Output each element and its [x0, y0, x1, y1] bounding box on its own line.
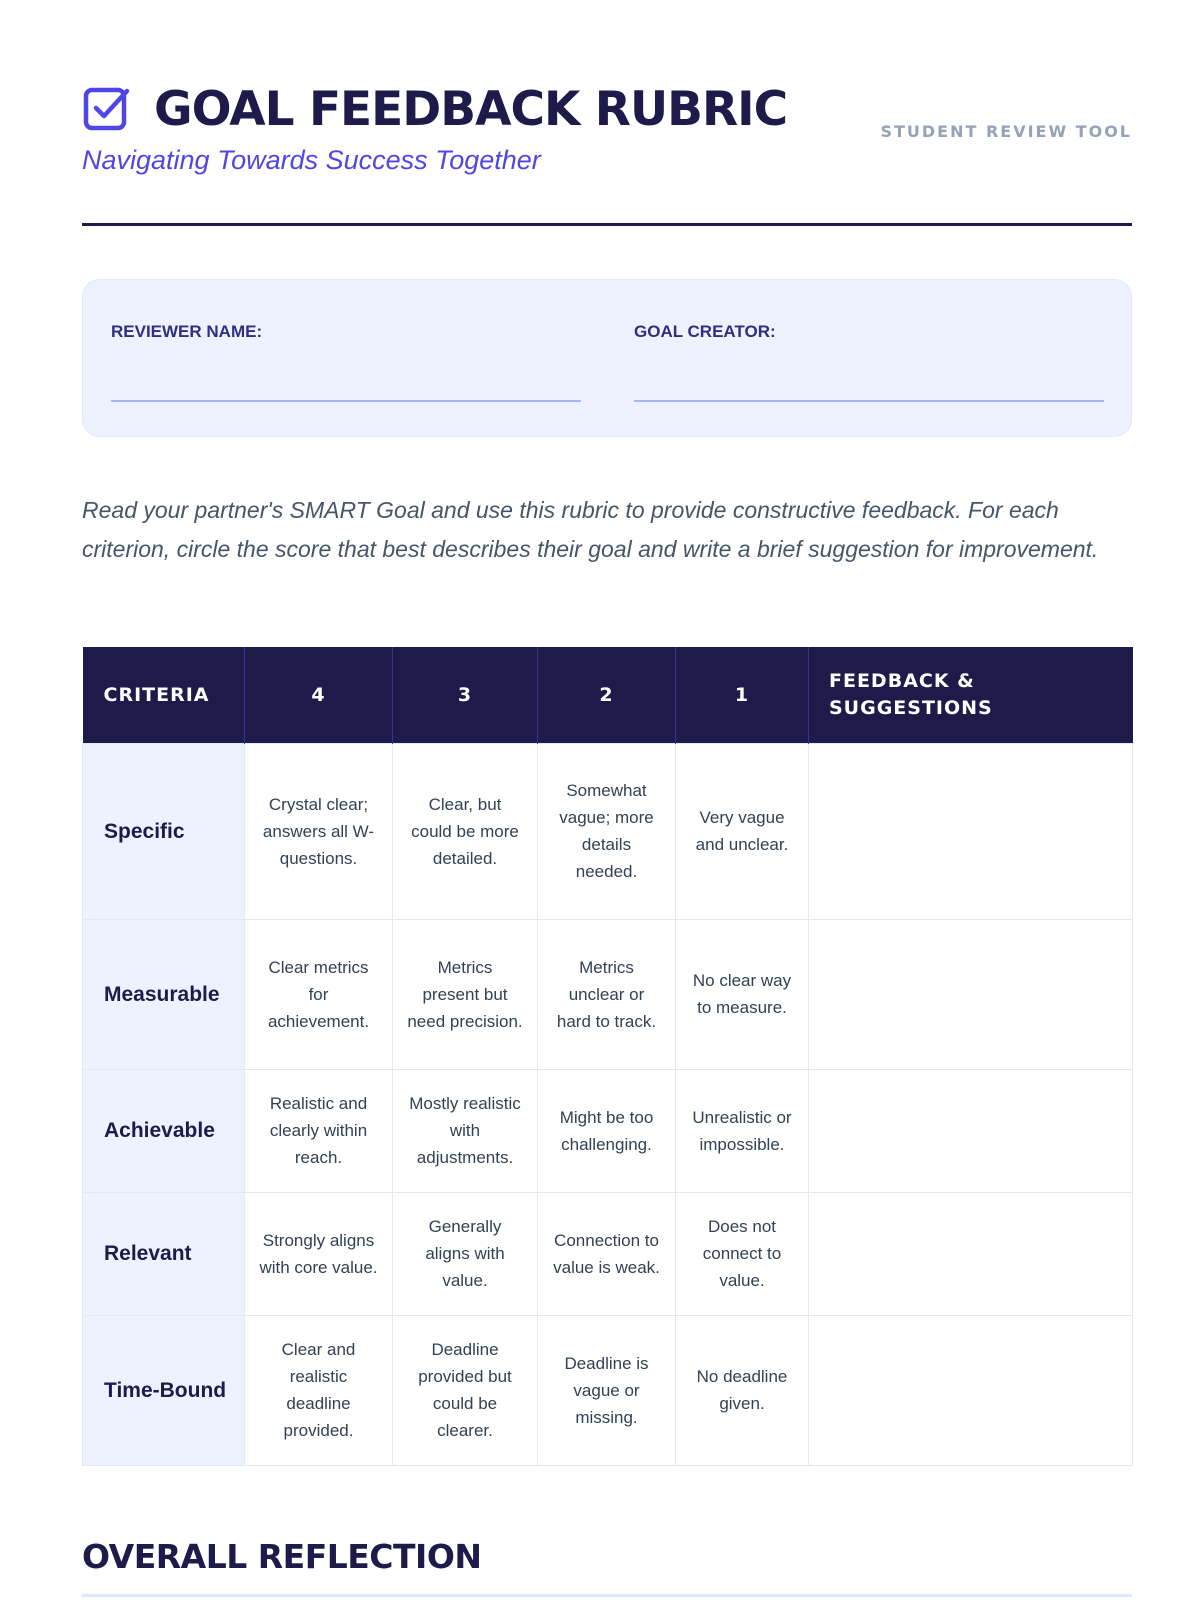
info-box [82, 279, 1132, 437]
score-cell-1[interactable]: Does not connect to value. [676, 1192, 809, 1315]
reflection-title: OVERALL REFLECTION [82, 1537, 482, 1576]
header-score-4: 4 [245, 647, 393, 743]
score-cell-2[interactable]: Might be too challenging. [538, 1069, 676, 1192]
feedback-cell[interactable] [809, 1192, 1133, 1315]
reflection-divider [82, 1594, 1132, 1597]
score-cell-3[interactable]: Metrics present but need precision. [393, 919, 538, 1069]
score-cell-2[interactable]: Metrics unclear or hard to track. [538, 919, 676, 1069]
criterion-relevant: Relevant [83, 1192, 245, 1315]
table-row [83, 1192, 1133, 1315]
creator-field[interactable] [634, 322, 1104, 402]
header-criteria: CRITERIA [83, 647, 245, 743]
criterion-measurable: Measurable [83, 919, 245, 1069]
header-score-1: 1 [676, 647, 809, 743]
feedback-cell[interactable] [809, 743, 1133, 919]
score-cell-3[interactable]: Clear, but could be more detailed. [393, 743, 538, 919]
score-cell-3[interactable]: Generally aligns with value. [393, 1192, 538, 1315]
page-subtitle: Navigating Towards Success Together [82, 145, 541, 175]
rubric-table [82, 647, 1133, 1466]
header-score-3: 3 [393, 647, 538, 743]
criterion-time-bound: Time-Bound [83, 1315, 245, 1465]
score-cell-3[interactable]: Mostly realistic with adjustments. [393, 1069, 538, 1192]
feedback-cell[interactable] [809, 1069, 1133, 1192]
checkbox-icon [82, 84, 132, 134]
table-row [83, 1069, 1133, 1192]
score-cell-1[interactable]: Very vague and unclear. [676, 743, 809, 919]
table-row [83, 919, 1133, 1069]
title-row [82, 81, 788, 137]
creator-label: GOAL CREATOR: [634, 322, 776, 341]
score-cell-4[interactable]: Clear metrics for achievement. [245, 919, 393, 1069]
feedback-cell[interactable] [809, 1315, 1133, 1465]
score-cell-2[interactable]: Connection to value is weak. [538, 1192, 676, 1315]
header-feedback: FEEDBACK & SUGGESTIONS [809, 647, 1133, 743]
page-header [82, 0, 1132, 226]
criterion-specific: Specific [83, 743, 245, 919]
score-cell-3[interactable]: Deadline provided but could be clearer. [393, 1315, 538, 1465]
instructions-text: Read your partner's SMART Goal and use this rubric to provide constructive feedback. For each criterion, circle the score that best describes their goal and write a brief suggestion for improvement. [82, 497, 1099, 562]
score-cell-1[interactable]: No clear way to measure. [676, 919, 809, 1069]
score-cell-4[interactable]: Crystal clear; answers all W-questions. [245, 743, 393, 919]
score-cell-4[interactable]: Realistic and clearly within reach. [245, 1069, 393, 1192]
table-row [83, 1315, 1133, 1465]
table-row [83, 743, 1133, 919]
score-cell-2[interactable]: Somewhat vague; more details needed. [538, 743, 676, 919]
reviewer-label: REVIEWER NAME: [111, 322, 263, 341]
table-header-row [83, 647, 1133, 743]
tool-label: STUDENT REVIEW TOOL [880, 122, 1132, 141]
feedback-cell[interactable] [809, 919, 1133, 1069]
score-cell-4[interactable]: Clear and realistic deadline provided. [245, 1315, 393, 1465]
page-title: GOAL FEEDBACK RUBRIC [154, 81, 788, 137]
score-cell-4[interactable]: Strongly aligns with core value. [245, 1192, 393, 1315]
score-cell-2[interactable]: Deadline is vague or missing. [538, 1315, 676, 1465]
criterion-achievable: Achievable [83, 1069, 245, 1192]
reviewer-field[interactable] [111, 322, 581, 402]
score-cell-1[interactable]: Unrealistic or impossible. [676, 1069, 809, 1192]
reviewer-line[interactable] [111, 400, 581, 402]
header-score-2: 2 [538, 647, 676, 743]
creator-line[interactable] [634, 400, 1104, 402]
score-cell-1[interactable]: No deadline given. [676, 1315, 809, 1465]
rubric-page [82, 0, 1132, 1576]
